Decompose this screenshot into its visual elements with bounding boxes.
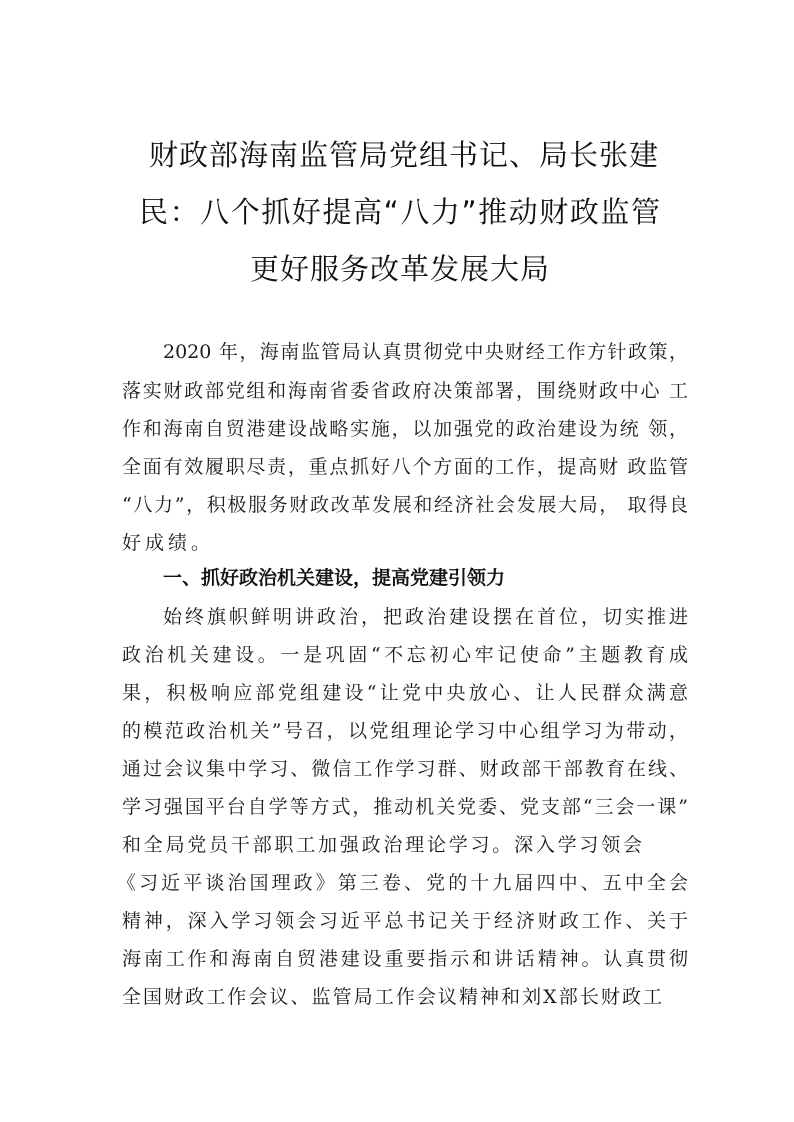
paragraph-2-line: 通过会议集中学习、微信工作学习群、财政部干部教育在线、	[122, 758, 688, 780]
paragraph-2-line: 果，积极响应部党组建设“让党中央放心、让人民群众满意	[122, 682, 688, 704]
document-title-line-1: 财政部海南监管局党组书记、局长张建	[149, 138, 660, 172]
section-heading: 一、抓好政治机关建设，提高党建引领力	[163, 567, 506, 589]
paragraph-2-line: 精神，深入学习领会习近平总书记关于经济财政工作、关于	[122, 910, 688, 932]
paragraph-1-line: 作和海南自贸港建设战略实施，以加强党的政治建设为统 领，	[122, 418, 688, 440]
paragraph-2-line: 政治机关建设。一是巩固“不忘初心牢记使命”主题教育成	[122, 644, 688, 666]
paragraph-2-line: 学习强国平台自学等方式，推动机关党委、党支部“三会一课”	[122, 796, 688, 818]
paragraph-2-line: 和全局党员干部职工加强政治理论学习。深入学习领会	[122, 834, 642, 856]
paragraph-1-line: 好成绩。	[122, 532, 215, 554]
document-title-line-2: 民：八个抓好提高“八力”推动财政监管	[139, 195, 661, 229]
paragraph-1-line: “八力”，积极服务财政改革发展和经济社会发展大局， 取得良	[122, 494, 688, 516]
document-title-line-3: 更好服务改革发展大局	[250, 252, 551, 286]
paragraph-2-line: 《习近平谈治国理政》第三卷、党的十九届四中、五中全会	[117, 872, 688, 894]
paragraph-2-line: 始终旗帜鲜明讲政治，把政治建设摆在首位，切实推进	[163, 606, 688, 628]
paragraph-1-line: 全面有效履职尽责，重点抓好八个方面的工作，提高财 政监管	[122, 456, 688, 478]
paragraph-2-line: 海南工作和海南自贸港建设重要指示和讲话精神。认真贯彻	[122, 948, 688, 970]
paragraph-1-line: 2020 年，海南监管局认真贯彻党中央财经工作方针政策，	[163, 341, 688, 363]
paragraph-2-line: 全国财政工作会议、监管局工作会议精神和刘X部长财政工	[122, 986, 662, 1008]
paragraph-1-line: 落实财政部党组和海南省委省政府决策部署，围绕财政中心 工	[122, 380, 688, 402]
paragraph-2-line: 的模范政治机关”号召，以党组理论学习中心组学习为带动，	[122, 720, 688, 742]
